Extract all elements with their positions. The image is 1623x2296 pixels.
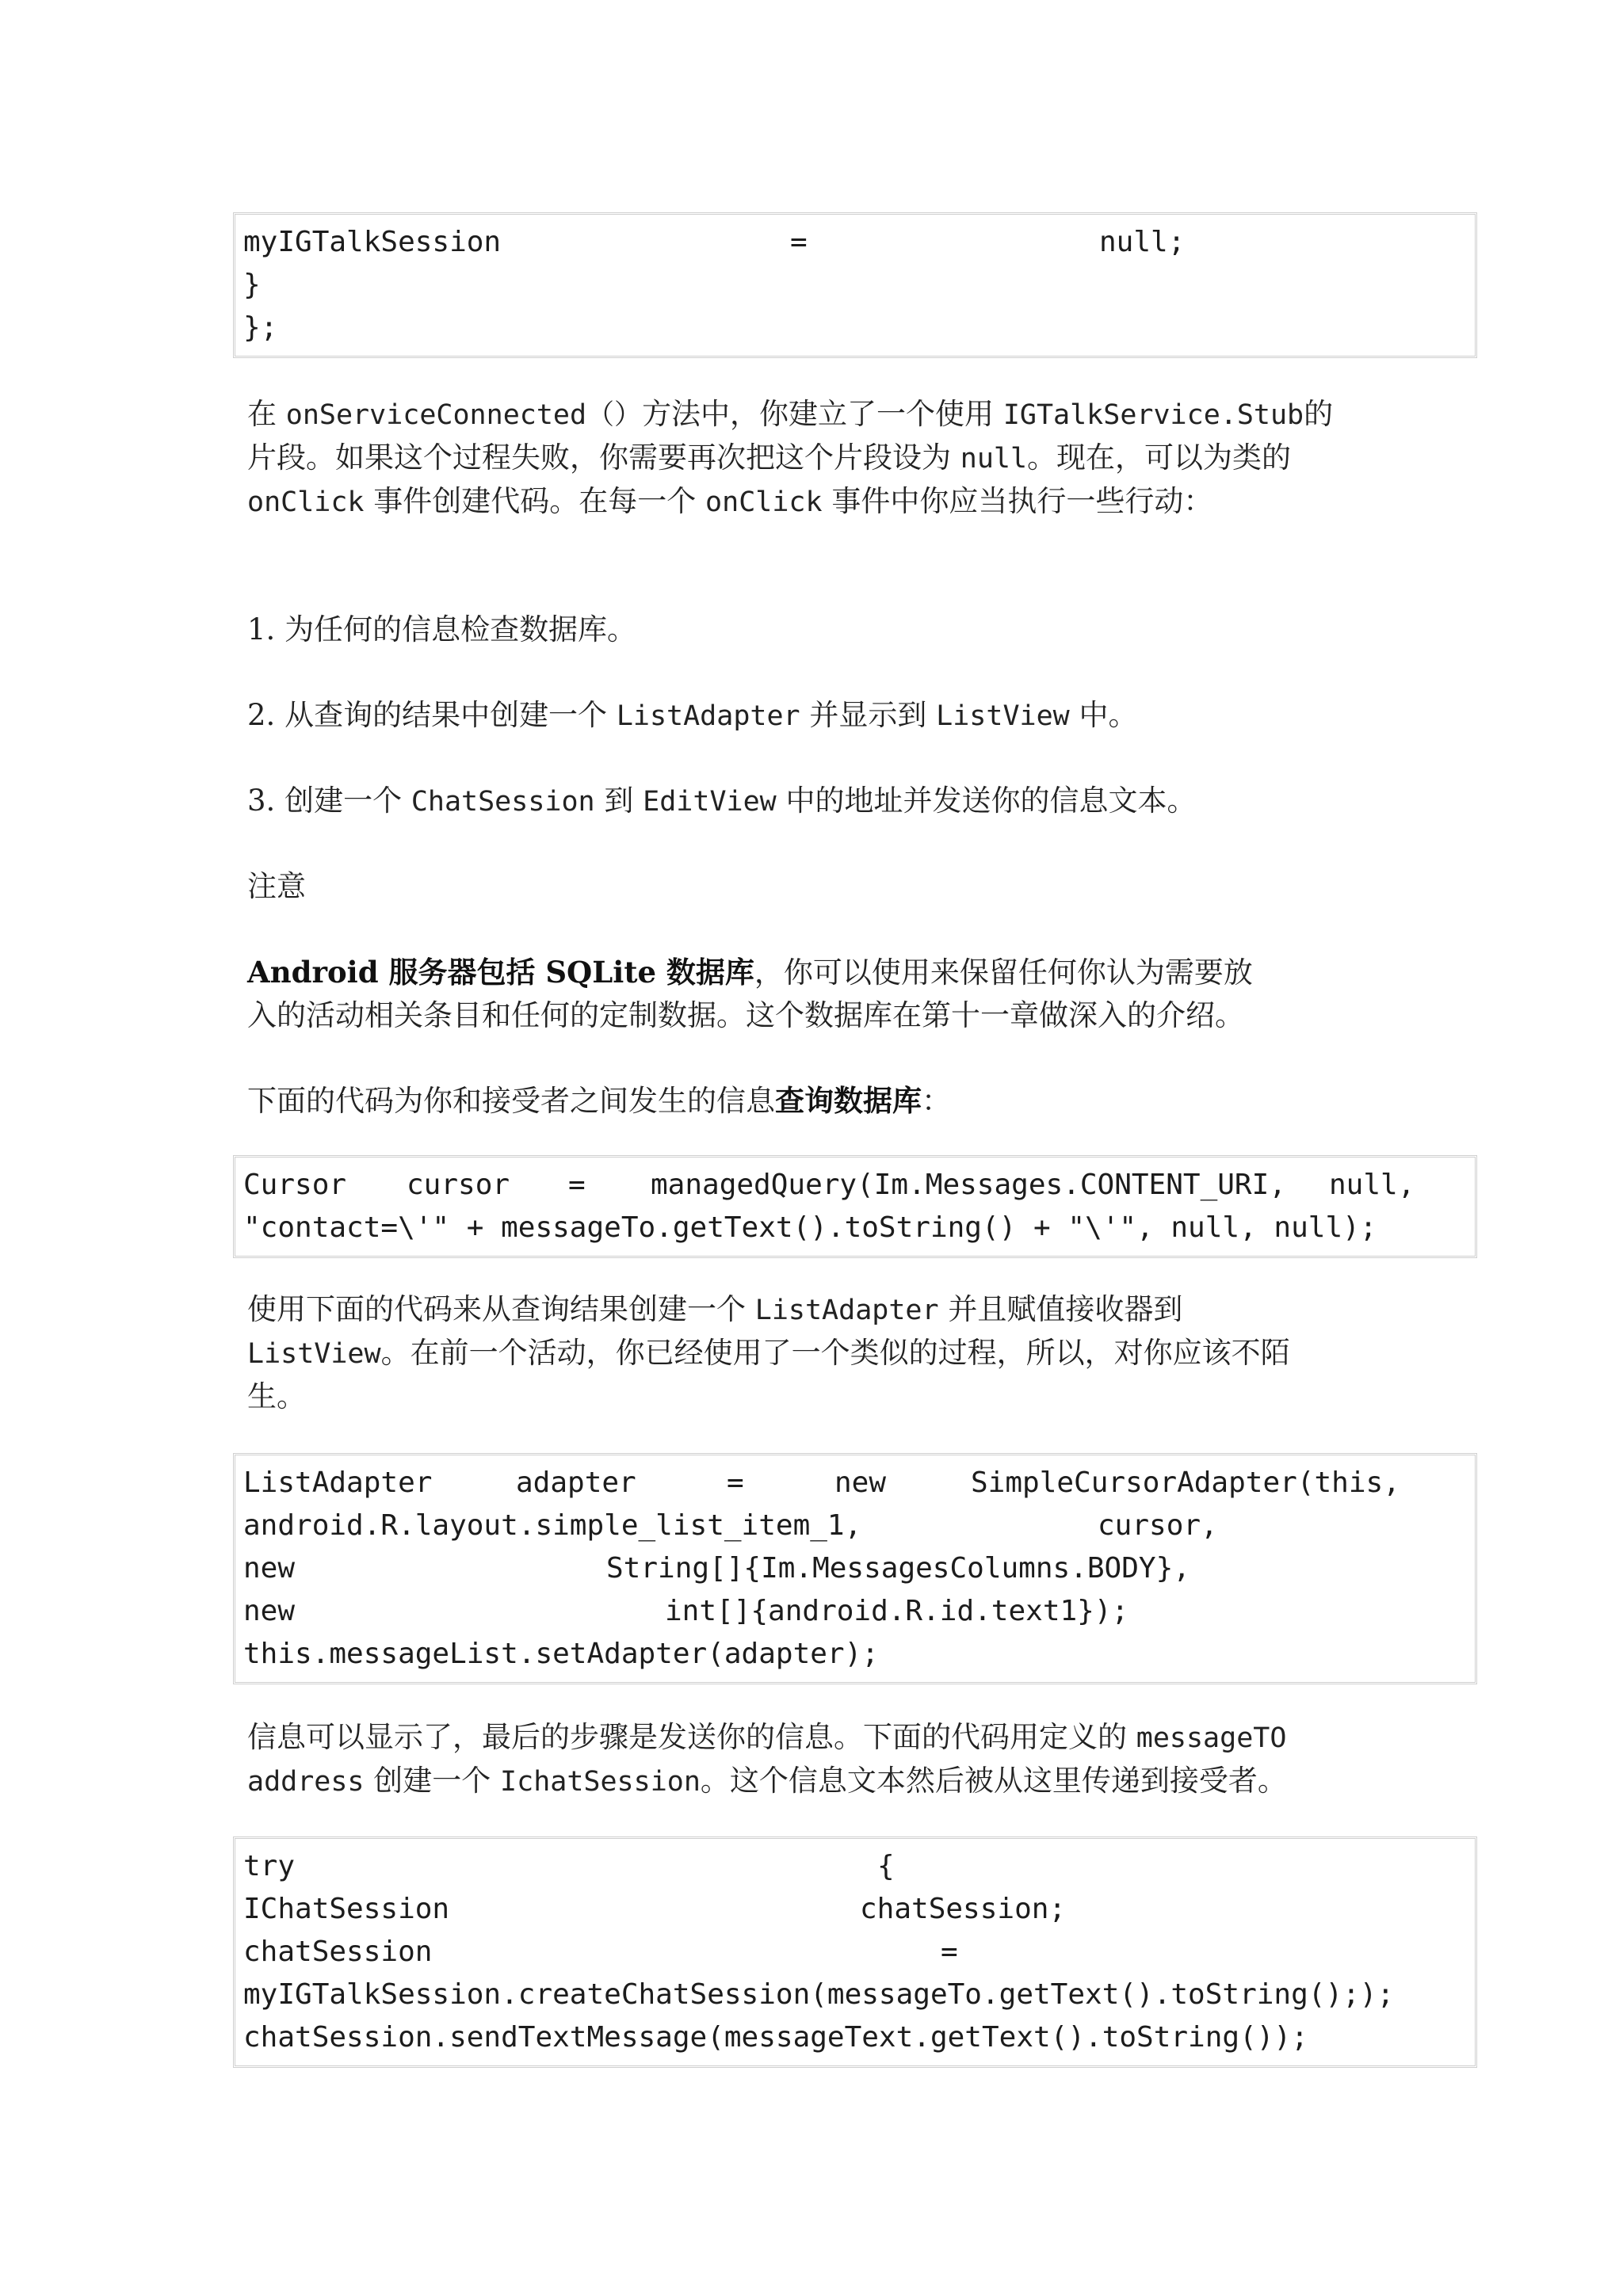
code-token: myIGTalkSession [243, 226, 502, 258]
code-block-cursor-query [233, 1155, 1477, 1258]
code-line: this.messageList.setAdapter(adapter); [243, 1638, 879, 1670]
text: ： [922, 1084, 951, 1118]
code-token: String[]{Im.MessagesColumns.BODY}, [606, 1552, 1190, 1585]
text: 到 [594, 784, 643, 818]
code-token: cursor [407, 1169, 510, 1201]
paragraph-query-intro [247, 1079, 1396, 1123]
text: 创建一个 [364, 1764, 501, 1798]
code-text: ChatSession [411, 786, 595, 818]
code-text: ListAdapter [616, 700, 800, 732]
code-block-list-adapter [233, 1453, 1477, 1684]
text-line [247, 437, 1396, 480]
text: 3. 创建一个 [247, 784, 411, 818]
code-text: ListView [247, 1338, 381, 1370]
code-text: IchatSession [500, 1766, 701, 1798]
code-line [243, 1845, 1467, 1888]
code-token: int[]{android.R.id.text1}); [665, 1595, 1129, 1627]
text: 方法中，你建立了一个使用 [642, 397, 1003, 431]
code-token: null; [1099, 226, 1186, 258]
text-line: 入的活动相关条目和任何的定制数据。这个数据库在第十一章做深入的介绍。 [247, 998, 1244, 1032]
code-text: ListAdapter [754, 1295, 939, 1326]
code-text: IGTalkService.Stub [1002, 399, 1304, 431]
text: 。这个信息文本然后被从这里传递到接受者。 [700, 1764, 1287, 1798]
code-token: new [243, 1552, 296, 1585]
code-text: ListView [936, 700, 1070, 732]
code-text: address [247, 1766, 365, 1798]
text-line [247, 393, 1396, 437]
code-token: android.R.layout.simple_list_item_1, [243, 1509, 862, 1542]
code-line: chatSession.sendTextMessage(messageText.getText().toString()); [243, 2021, 1308, 2054]
code-token: new [834, 1466, 887, 1499]
code-token: = [568, 1169, 586, 1201]
text: 2. 从查询的结果中创建一个 [247, 698, 617, 732]
bold-text: Android 服务器包括 SQLite 数据库 [247, 955, 754, 990]
code-line [243, 1164, 1467, 1207]
code-text: onServiceConnected（） [285, 399, 643, 431]
code-token: chatSession; [860, 1893, 1067, 1925]
code-line: }; [243, 311, 278, 344]
text: 1. 为任何的信息检查数据库。 [247, 612, 637, 646]
text: 在 [247, 397, 286, 431]
text: 的 [1304, 397, 1334, 431]
code-text: onClick [247, 486, 365, 518]
code-token: = [727, 1466, 744, 1499]
code-line [243, 1888, 1467, 1931]
text-line [247, 480, 1396, 524]
text-line [247, 1288, 1396, 1332]
paragraph-service-connected [247, 393, 1396, 524]
code-token: SimpleCursorAdapter(this, [971, 1466, 1400, 1499]
code-block-chat-session [233, 1836, 1477, 2068]
note-heading [247, 865, 1396, 908]
text-line [247, 1760, 1396, 1803]
code-token: ListAdapter [243, 1466, 433, 1499]
code-line [243, 221, 1467, 264]
code-text: EditView [643, 786, 777, 818]
code-token: = [790, 226, 808, 258]
text-line [247, 1332, 1396, 1375]
note-body [247, 951, 1396, 1037]
code-text: onClick [705, 486, 823, 518]
text-line: 生。 [247, 1379, 306, 1413]
text-line [247, 951, 1396, 994]
code-line: } [243, 269, 261, 301]
code-token: Cursor [243, 1169, 347, 1201]
list-item-1 [247, 608, 1396, 651]
text: 并且赋值接收器到 [938, 1292, 1183, 1326]
list-item-3 [247, 780, 1396, 823]
code-token: null, [1329, 1169, 1415, 1201]
text: 信息可以显示了，最后的步骤是发送你的信息。下面的代码用定义的 [247, 1720, 1136, 1754]
text: 事件创建代码。在每一个 [364, 484, 706, 518]
code-token: try [243, 1850, 296, 1882]
paragraph-send-message [247, 1716, 1396, 1803]
text: 事件中你应当执行一些行动： [822, 484, 1213, 518]
code-line [243, 1931, 1467, 1974]
code-token: = [941, 1936, 958, 1968]
bold-text: 查询数据库 [775, 1083, 922, 1118]
text: 中。 [1069, 698, 1138, 732]
code-token: new [243, 1595, 296, 1627]
text: 中的地址并发送你的信息文本。 [776, 784, 1197, 818]
code-line: "contact=\'" + messageTo.getText().toString() + "\'", null, null); [243, 1211, 1377, 1244]
list-item-2 [247, 694, 1396, 738]
code-token: cursor, [1098, 1509, 1218, 1542]
code-line [243, 1590, 1467, 1633]
code-line [243, 1547, 1467, 1590]
text: 。在前一个活动，你已经使用了一个类似的过程，所以，对你应该不陌 [380, 1336, 1290, 1370]
text: ，你可以使用来保留任何你认为需要放 [754, 955, 1253, 990]
text: 。现在，可以为类的 [1027, 441, 1292, 475]
text: 使用下面的代码来从查询结果创建一个 [247, 1292, 755, 1326]
code-token: chatSession [243, 1936, 433, 1968]
code-text: null [960, 443, 1028, 475]
text: 片段。如果这个过程失败，你需要再次把这个片段设为 [247, 441, 960, 475]
paragraph-list-adapter [247, 1288, 1396, 1418]
code-line [243, 1505, 1467, 1547]
text-line [247, 1716, 1396, 1760]
code-line: myIGTalkSession.createChatSession(messageTo.getText().toString();); [243, 1978, 1395, 2011]
code-block-session-null [233, 212, 1477, 358]
text: 并显示到 [800, 698, 937, 732]
code-line [243, 1462, 1467, 1505]
code-token: managedQuery(Im.Messages.CONTENT_URI, [651, 1169, 1286, 1201]
code-token: { [877, 1850, 895, 1882]
code-token: IChatSession [243, 1893, 450, 1925]
code-token: adapter [516, 1466, 636, 1499]
code-text: messageTO [1136, 1722, 1287, 1754]
text: 注意 [247, 869, 306, 903]
text: 下面的代码为你和接受者之间发生的信息 [247, 1084, 775, 1118]
